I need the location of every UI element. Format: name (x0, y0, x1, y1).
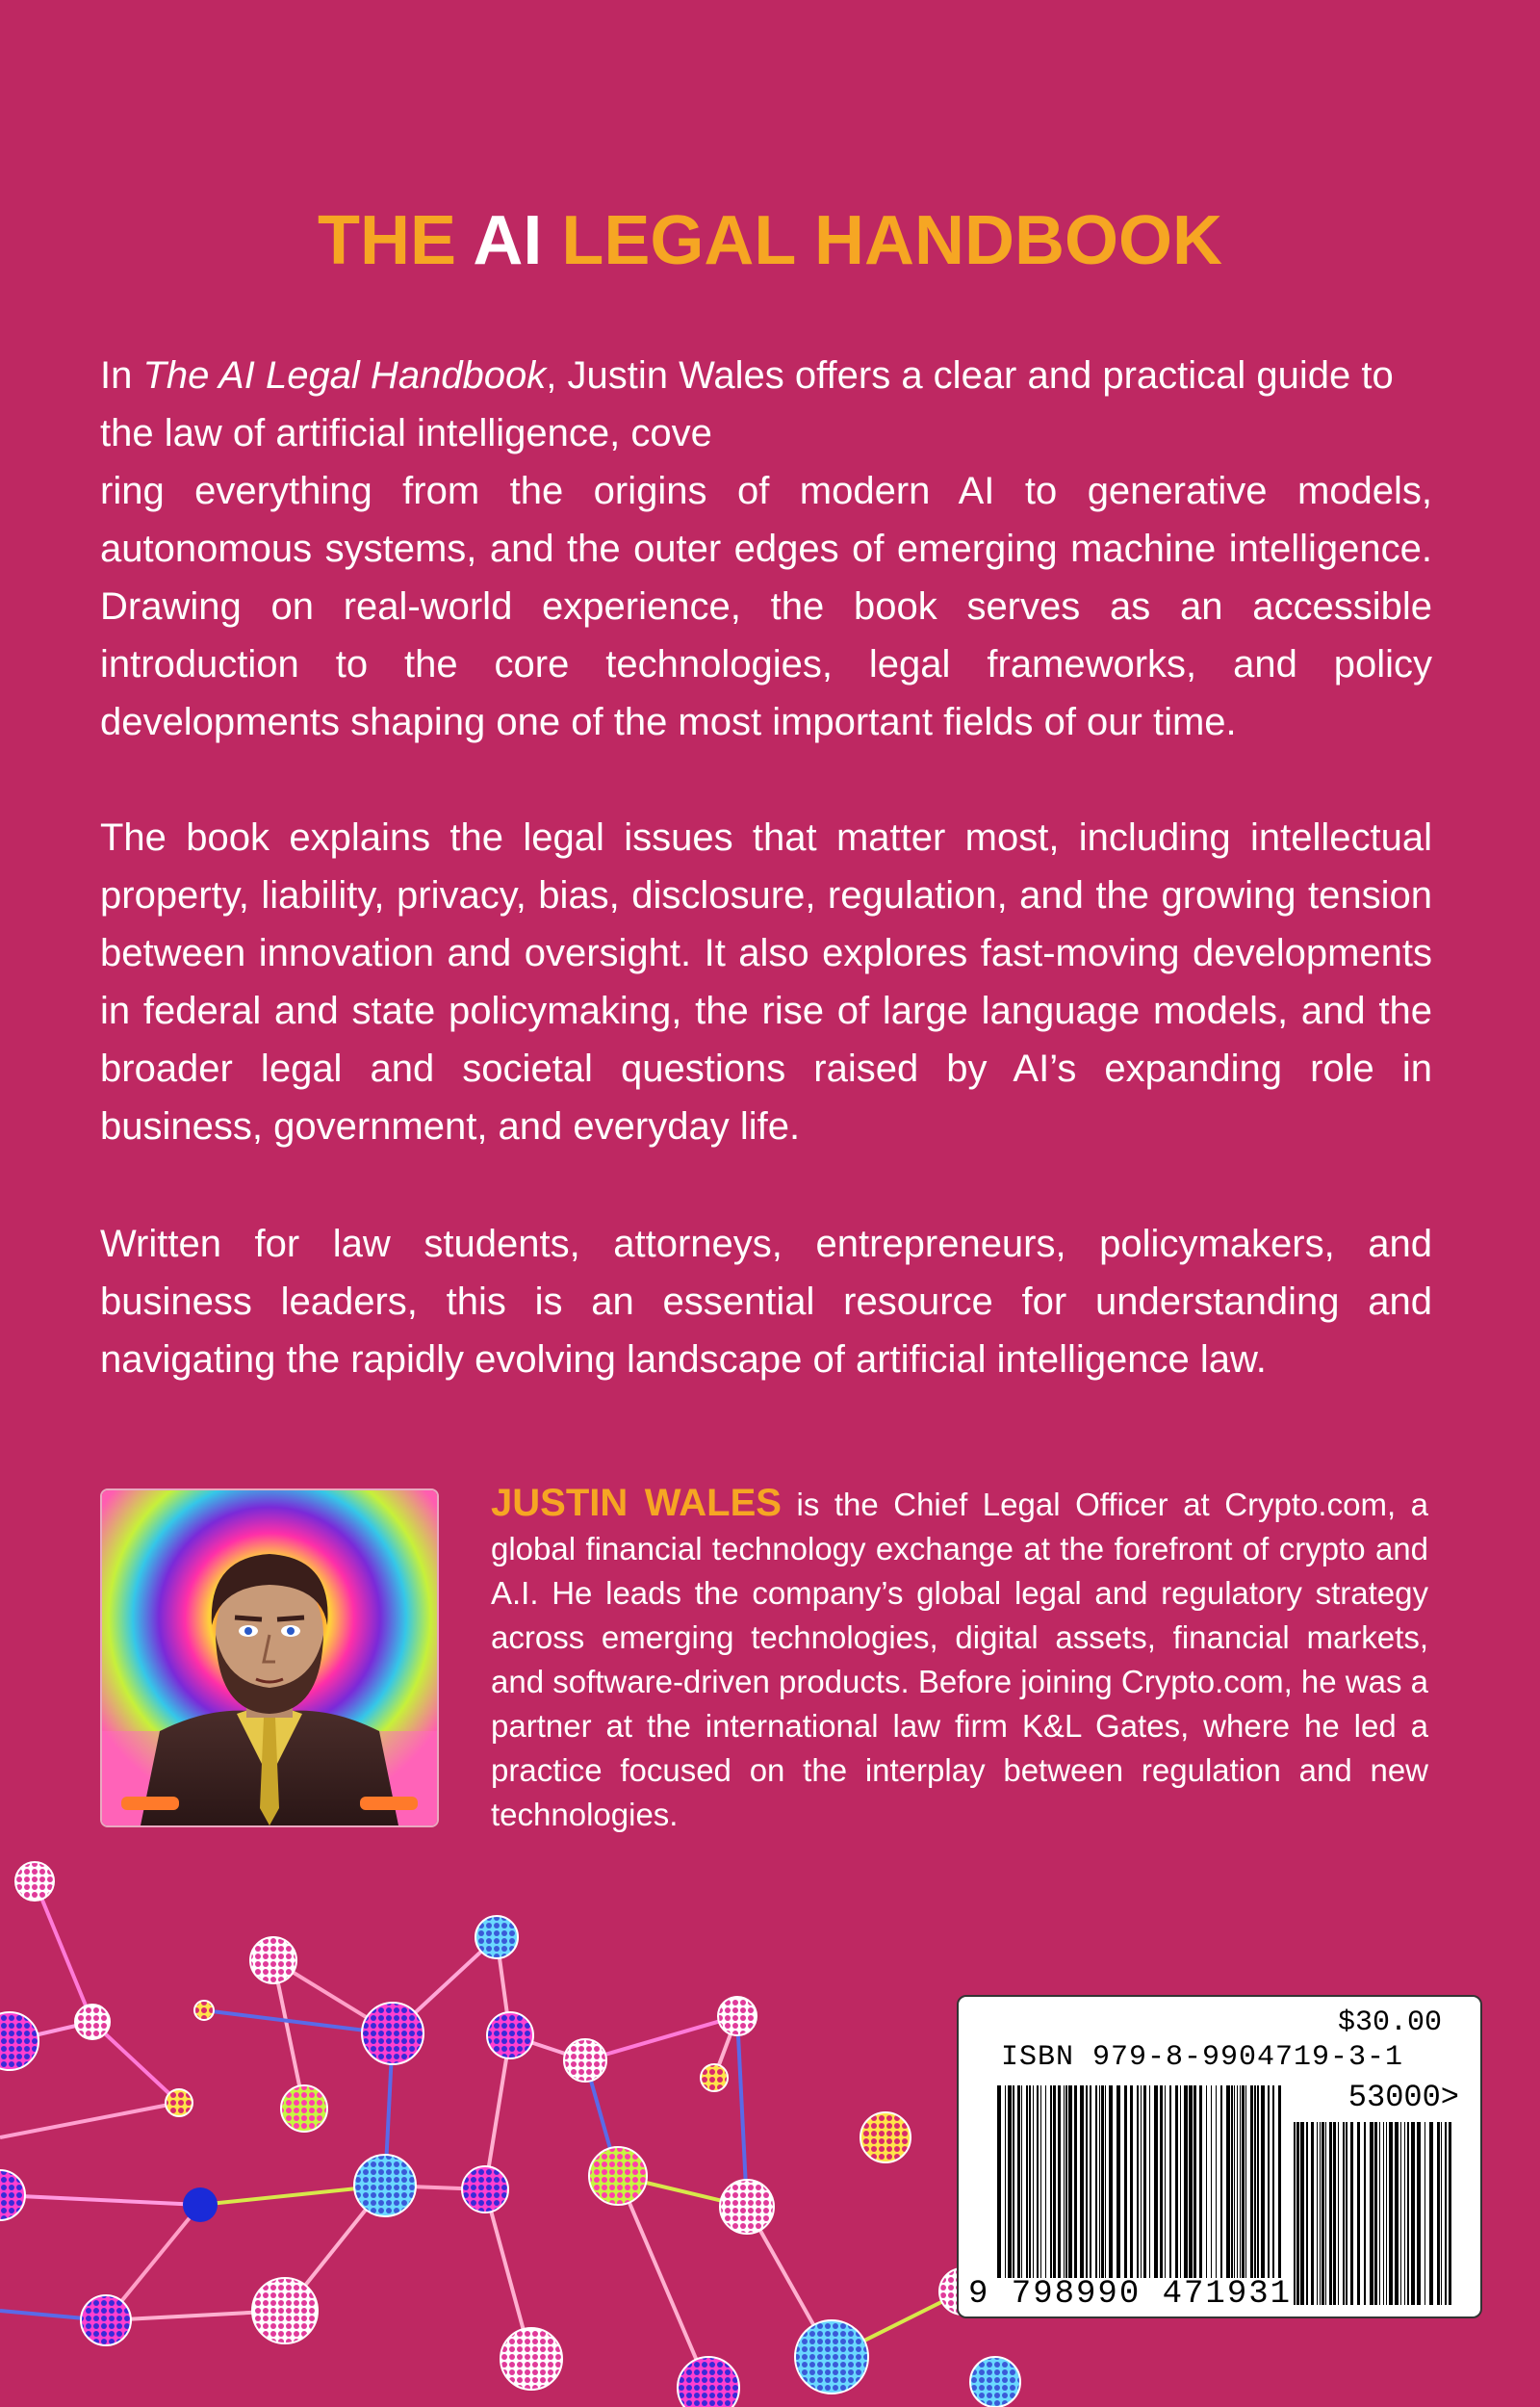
barcode-bar (1008, 2085, 1012, 2278)
barcode-bar (1149, 2085, 1150, 2278)
barcode-bar (1074, 2085, 1077, 2278)
barcode-bar (1386, 2122, 1387, 2305)
barcode-bar (1109, 2085, 1113, 2278)
ean-barcode-bars (997, 2085, 1286, 2278)
barcode-bar (1449, 2122, 1451, 2305)
barcode-bar (1278, 2085, 1281, 2278)
barcode-bar (1320, 2122, 1321, 2305)
barcode-bar (1370, 2122, 1373, 2305)
barcode-bar (1017, 2085, 1020, 2278)
barcode-bar (1169, 2085, 1171, 2278)
barcode-bar (1165, 2085, 1166, 2278)
barcode-bar (1261, 2085, 1265, 2278)
barcode-bar (1417, 2122, 1421, 2305)
barcode-bar (1329, 2122, 1332, 2305)
barcode-bar (1137, 2085, 1139, 2278)
ean-digits: 9 798990 471931 (968, 2276, 1293, 2313)
isbn-label: ISBN 979-8-9904719-3-1 (1001, 2041, 1404, 2074)
barcode-bar (1400, 2122, 1401, 2305)
blurb-paragraph-3-text: Written for law students, attorneys, entrepreneurs, policymakers, and business leaders, this is an essential resource for understanding and navigating the rapidly evolving landscape of artificial intelligence law. (100, 1223, 1432, 1381)
barcode-bar (1045, 2085, 1046, 2278)
barcode-bar (1199, 2085, 1202, 2278)
barcode-bar (1374, 2122, 1377, 2305)
barcode-bar (1040, 2085, 1041, 2278)
barcode-bar (1095, 2085, 1097, 2278)
barcode-bar (1317, 2122, 1318, 2305)
title-part-the: THE (317, 202, 474, 279)
barcode-bar (1029, 2085, 1031, 2278)
blurb-paragraph-2-text: The book explains the legal issues that matter most, including intellectual property, liability, privacy, bias, disclosure, regulation, and the growing tension between innovation and oversight. It also explores fast-moving developments in federal and state policymaking, the rise of large language models, and the broader legal and societal questions raised by AI’s expanding role in business, government, and everyday life. (100, 816, 1432, 1148)
barcode-bar (1445, 2122, 1447, 2305)
barcode-bar (1141, 2085, 1142, 2278)
barcode-bar (1411, 2122, 1415, 2305)
barcode-bar (1050, 2085, 1052, 2278)
barcode-bar (1395, 2122, 1399, 2305)
blurb-paragraph-2 (100, 809, 1432, 1155)
blurb-paragraph-3 (100, 1215, 1432, 1388)
barcode-bar (1105, 2085, 1106, 2278)
author-bio-text: is the Chief Legal Officer at Crypto.com, a global financial technology exchange at the forefront of crypto and A.I. He leads the company’s global legal and regulatory strategy across emerging technologies, digital assets, financial markets, and software-driven products. Before joining Crypto.com, he was a partner at the international law firm K&L Gates, where he led a practice focused on the interplay between regulation and new technologies. (491, 1487, 1428, 1832)
barcode-bar (1254, 2085, 1256, 2278)
barcode-bar (1099, 2085, 1100, 2278)
author-portrait-illustration (102, 1490, 437, 1825)
barcode-bar (1086, 2085, 1088, 2278)
barcode-bar (1180, 2085, 1181, 2278)
blurb-intro-rest: , Justin Wales offers a clear and practical guide to the law of artificial intelligence, cove (100, 354, 1394, 454)
barcode-bar (1296, 2122, 1299, 2305)
barcode-bar (1240, 2085, 1241, 2278)
barcode-bar (1272, 2085, 1274, 2278)
barcode-bar (1364, 2122, 1366, 2305)
barcode-bar (1124, 2085, 1127, 2278)
addon-barcode-bars (1294, 2122, 1453, 2305)
barcode-bar (1216, 2085, 1217, 2278)
barcode-bar (1437, 2122, 1440, 2305)
barcode-bar (1090, 2085, 1091, 2278)
barcode-bar (1013, 2085, 1014, 2278)
barcode-bar (1441, 2122, 1442, 2305)
barcode-bar (1306, 2122, 1308, 2305)
barcode-bar (1322, 2122, 1324, 2305)
barcode-bar (1206, 2085, 1207, 2278)
barcode-bar (1407, 2122, 1409, 2305)
barcode-bar (1338, 2122, 1339, 2305)
barcode-bar (1226, 2085, 1230, 2278)
barcode-bar (1026, 2085, 1028, 2278)
barcode-bar (1005, 2085, 1006, 2278)
barcode-bar (1065, 2085, 1067, 2278)
barcode-bar (997, 2085, 1001, 2278)
barcode-bar (1242, 2085, 1245, 2278)
barcode-bar (1357, 2122, 1360, 2305)
barcode-bar (1220, 2085, 1222, 2278)
barcode-bar (1154, 2085, 1158, 2278)
blurb-paragraph-1-continued: ring everything from the origins of modern AI to generative models, autonomous systems, and the outer edges of emerging machine intelligence. Drawing on real-world experience, the book serves as an accessible introduction to the core technologies, legal frameworks, and policy developments shaping one of the most important fields of our time. (100, 470, 1432, 743)
barcode-bar (1175, 2085, 1178, 2278)
barcode-bar (1101, 2085, 1104, 2278)
barcode-bar (1080, 2085, 1084, 2278)
price-addon-code: 53000> (1348, 2080, 1459, 2115)
barcode-bar (1160, 2085, 1163, 2278)
blurb-paragraph-1 (100, 347, 1432, 751)
blurb-in: In (100, 354, 143, 397)
barcode-bar (1053, 2085, 1056, 2278)
barcode-bar (1194, 2085, 1196, 2278)
barcode-bar (1429, 2122, 1433, 2305)
author-portrait (100, 1488, 439, 1827)
title-part-ai: AI (473, 202, 543, 279)
barcode-bar (1379, 2122, 1380, 2305)
barcode-bar (1184, 2085, 1188, 2278)
barcode-bar (1068, 2085, 1072, 2278)
barcode-bar (1021, 2085, 1022, 2278)
barcode-bar (1143, 2085, 1146, 2278)
barcode-bar (1231, 2085, 1233, 2278)
barcode-bar (1294, 2122, 1296, 2305)
barcode-bar (1257, 2085, 1259, 2278)
barcode-bar (1300, 2122, 1304, 2305)
barcode-bar (1350, 2122, 1353, 2305)
author-name: JUSTIN WALES (491, 1482, 782, 1524)
barcode-bar (1389, 2122, 1393, 2305)
barcode-bar (1311, 2122, 1314, 2305)
blurb-book-title-italic: The AI Legal Handbook (142, 354, 547, 397)
price-label: $30.00 (1337, 2006, 1442, 2039)
barcode-bar (1237, 2085, 1238, 2278)
barcode-bar (1268, 2085, 1270, 2278)
barcode-bar (1346, 2122, 1348, 2305)
barcode-bar (1234, 2085, 1235, 2278)
barcode-bar (1116, 2085, 1120, 2278)
barcode-bar (1058, 2085, 1061, 2278)
barcode-bar (1250, 2085, 1253, 2278)
book-title (0, 202, 1540, 279)
barcode-bar (1383, 2122, 1384, 2305)
author-bio (491, 1481, 1428, 1837)
barcode-bar (1424, 2122, 1425, 2305)
barcode-bar (1343, 2122, 1345, 2305)
blurb-intro-line (100, 347, 1432, 462)
title-part-legal-handbook: LEGAL HANDBOOK (542, 202, 1223, 279)
barcode-bar (1245, 2085, 1246, 2278)
barcode-box (957, 1995, 1482, 2318)
barcode-bar (1130, 2085, 1133, 2278)
barcode-bar (1037, 2085, 1039, 2278)
barcode-bar (1033, 2085, 1034, 2278)
barcode-bar (1333, 2122, 1336, 2305)
barcode-bar (1189, 2085, 1193, 2278)
network-nodes (0, 1862, 1020, 2407)
barcode-bar (1404, 2122, 1405, 2305)
barcode-bar (1325, 2122, 1326, 2305)
network-lines (0, 1881, 962, 2388)
barcode-bar (1064, 2085, 1065, 2278)
barcode-bar (1211, 2085, 1212, 2278)
